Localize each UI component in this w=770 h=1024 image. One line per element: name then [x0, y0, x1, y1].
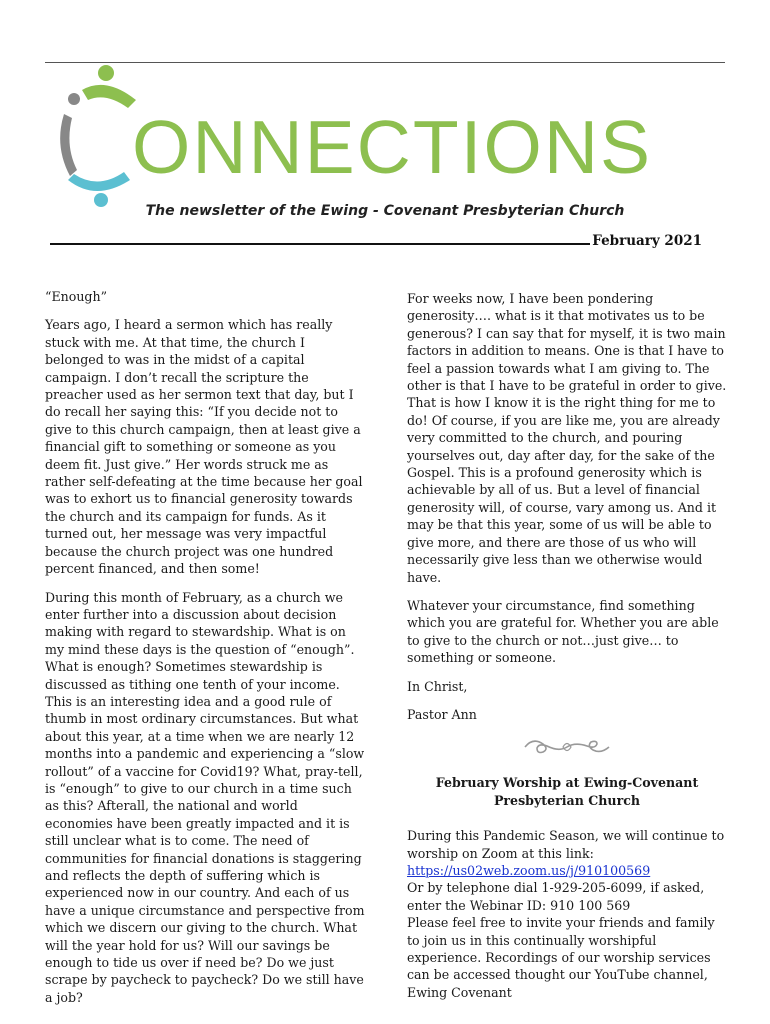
connections-logo-icon — [44, 62, 144, 212]
flourish-divider-icon — [519, 734, 615, 760]
worship-title-line: February Worship at Ewing-Covenant — [435, 775, 699, 791]
issue-date: February 2021 — [592, 233, 702, 249]
article-title: “Enough” — [45, 289, 108, 304]
dateline-rule — [50, 243, 590, 245]
worship-intro: During this Pandemic Season, we will continue to worship on Zoom at this link: — [407, 828, 725, 861]
dateline — [45, 233, 702, 249]
right-column — [407, 290, 727, 1001]
zoom-link[interactable]: https://us02web.zoom.us/j/910100569 — [407, 862, 651, 878]
left-column — [45, 288, 365, 1017]
article-paragraph: During this month of February, as a church we enter further into a discussion about decision making with regard to stewardship. What is on my mind these days is the question of “enough”. What is enough? Sometimes stewardship is discussed as tithing one tenth of your income. This is an interesting idea and a good rule of thumb in most ordinary circumstances. But what about this year, at a time when we are nearly 12 months into a pandemic and experiencing a “slow rollout” of a vaccine for Covid19? What, pray-tell, is “enough” to give to our church in a time such as this? Afterall, the national and world economies have been greatly impacted and it is still unclear what is to come. The need of communities for financial donations is staggering and reflects the depth of suffering which is experienced now in our country. And each of us have a unique circumstance and perspective from which we discern our giving to the church. What will the year hold for us? Will our savings be enough to tide us over if need be? Do we just scrape by paycheck to paycheck? Do we still have a job? — [45, 589, 365, 1005]
worship-invite: Please feel free to invite your friends and family to join us in this continually worshipful experience. Recordings of our worship services can be accessed thought our YouTube channel, Ewing Covenant — [407, 915, 715, 1000]
article-paragraph: Years ago, I heard a sermon which has really stuck with me. At that time, the church I belonged to was in the midst of a capital campaign. I don’t recall the scripture the preacher used as her sermon text that day, but I do recall her saying this: “If you decide not to give to this church campaign, then at least give a financial gift to something or someone as you deem fit. Just give.” Her words struck me as rather self-defeating at the time because her goal was to exhort us to financial generosity towards the church and its campaign for funds. As it turned out, her message was very impactful because the church project was one hundred percent financed, and then some! — [45, 317, 363, 577]
worship-section-title — [407, 774, 727, 809]
article-paragraph: For weeks now, I have been pondering generosity…. what is it that motivates us to be generous? I can say that for myself, it is two main factors in addition to means. One is that I have to feel a passion towards what I am giving to. The other is that I have to be grateful in order to give. That is how I know it is the right thing for me to do! Of course, if you are like me, you are already very committed to the church, and pouring yourselves out, day after day, for the sake of the Gospel. This is a profound generosity which is achievable by all of us. But a level of financial generosity will, of course, vary among us. And it may be that this year, some of us will be able to give more, and there are those of us who will necessarily give less than we otherwise would have. — [407, 291, 727, 585]
closing: In Christ, — [407, 678, 468, 694]
article-paragraph: Whatever your circumstance, find something which you are grateful for. Whether you are able to give to the church or not…just give… to something or someone. — [407, 597, 719, 666]
signature: Pastor Ann — [407, 706, 477, 722]
masthead-title: ONNECTIONS — [132, 105, 653, 189]
worship-phone: Or by telephone dial 1-929-205-6099, if asked, enter the Webinar ID: 910 100 569 — [407, 880, 705, 913]
worship-title-line: Presbyterian Church — [493, 792, 641, 808]
newsletter-tagline: The newsletter of the Ewing - Covenant Presbyterian Church — [145, 203, 625, 219]
top-rule — [45, 62, 725, 63]
worship-body — [407, 827, 727, 1001]
